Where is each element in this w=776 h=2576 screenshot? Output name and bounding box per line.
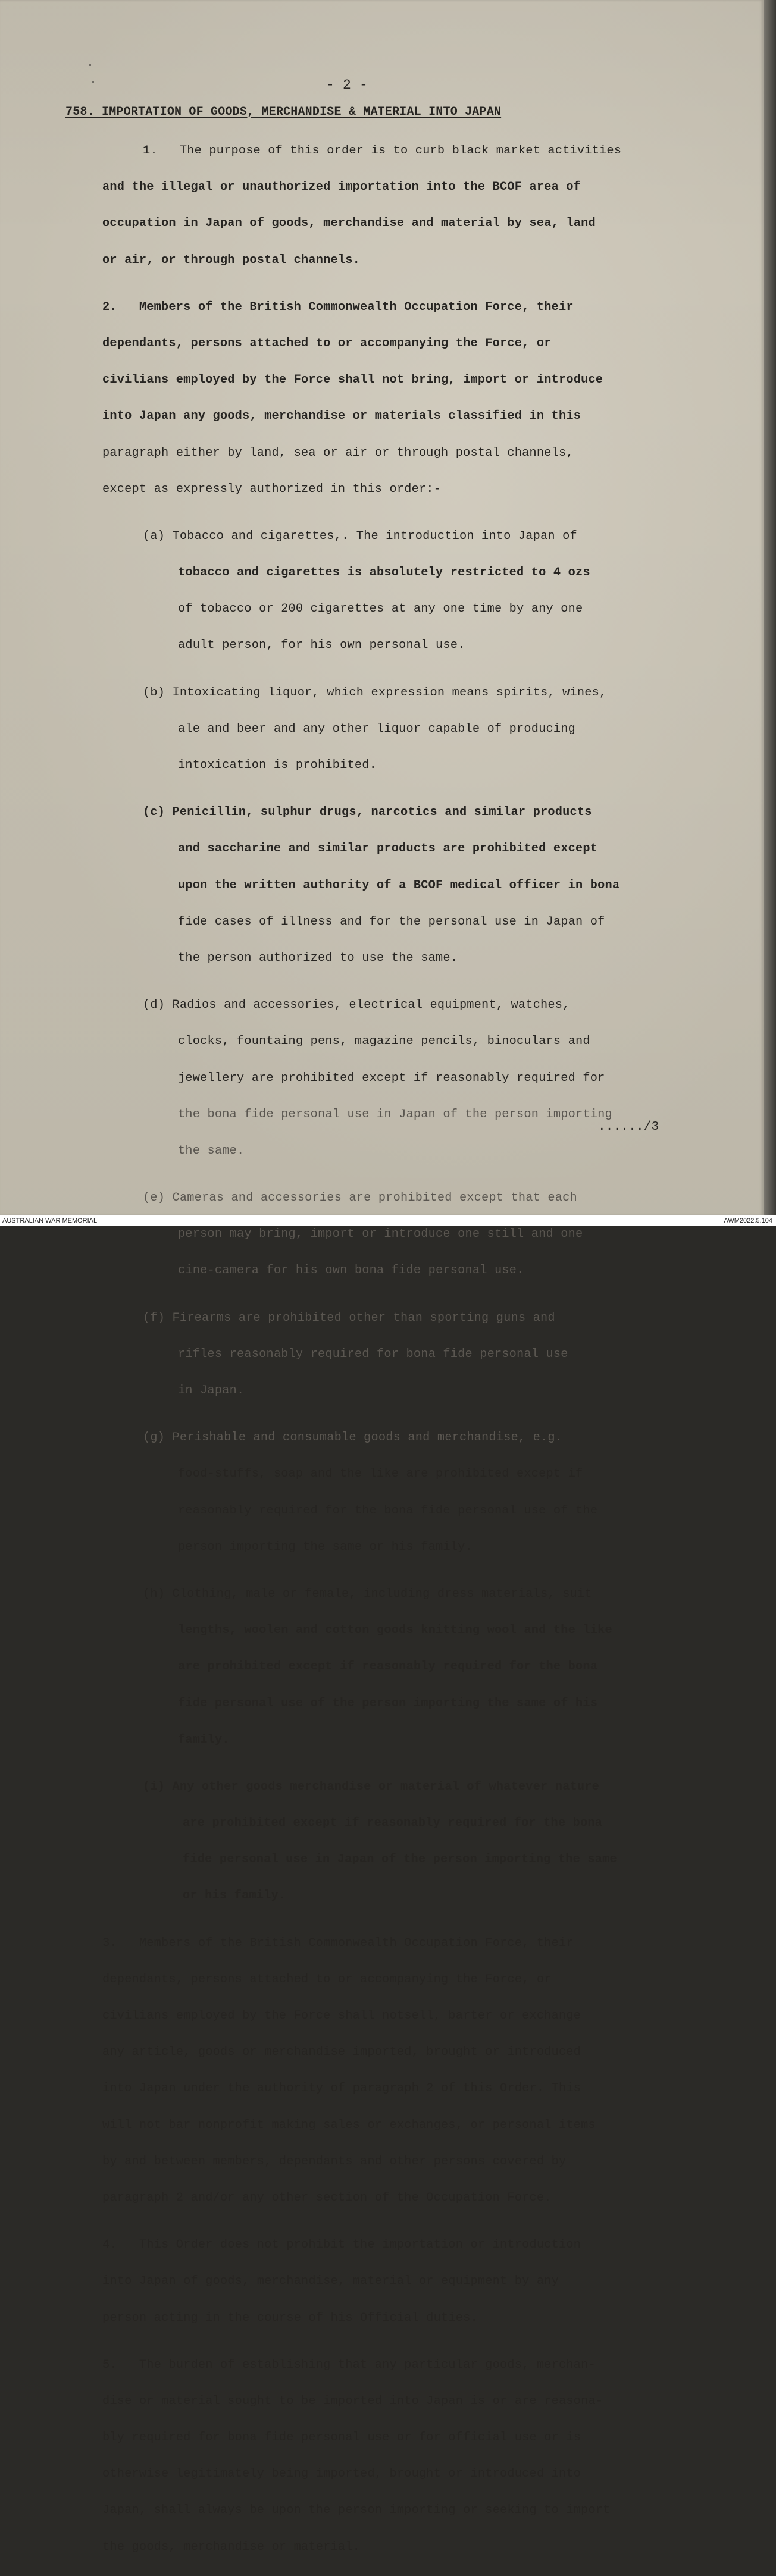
text-line: of tobacco or 200 cigarettes at any one time by any one: [178, 602, 583, 616]
text-line: into Japan of goods, merchandise, material or equipment by any: [102, 2274, 559, 2289]
text-line: cine-camera for his own bona fide personal use.: [178, 1264, 524, 1278]
text-line: person importing the same or his family.: [178, 1540, 473, 1554]
text-line: or his family.: [183, 1889, 286, 1903]
text-line: paragraph 2 and/or any other section of the Occupation Force.: [102, 2190, 552, 2205]
text-line: the bona fide personal use in Japan of the person importing: [178, 1107, 612, 1121]
continuation-reference: ....../3: [598, 1120, 659, 1134]
text-line: paragraph either by land, sea or air or through postal channels,: [102, 446, 574, 460]
text-line: ale and beer and any other liquor capable of producing: [178, 722, 576, 736]
text-line: adult person, for his own personal use.: [178, 638, 465, 653]
text-line: rifles reasonably required for bona fide personal use: [178, 1347, 568, 1361]
document-body: [102, 122, 733, 2576]
text-line: lengths, woolen and cotton goods knitting wool and the like: [178, 1624, 612, 1638]
text-line: or air, or through postal channels.: [102, 253, 360, 267]
text-line: upon the written authority of a BCOF medical officer in bona: [178, 878, 620, 892]
text-line: any article, goods or merchandise imported, brought or introduced: [102, 2045, 581, 2060]
text-line: jewellery are prohibited except if reasonably required for: [178, 1071, 605, 1085]
text-line: (i) Any other goods merchandise or material of whatever nature: [143, 1779, 599, 1794]
text-line: and the illegal or unauthorized importation into the BCOF area of: [102, 180, 581, 195]
text-line: by and between members, dependants and other persons covered by: [102, 2154, 567, 2168]
text-line: dise or material sought to be imported into Japan is or are reasona-: [102, 2394, 603, 2408]
text-line: 2. Members of the British Commonwealth Occupation Force, their: [102, 300, 574, 314]
paper-speck: [92, 81, 94, 83]
text-line: the person authorized to use the same.: [178, 951, 458, 965]
text-line: clocks, fountaing pens, magazine pencils, binoculars and: [178, 1035, 590, 1049]
text-line: dependants, persons attached to or accompanying the Force, or: [102, 1972, 552, 1986]
text-line: and saccharine and similar products are prohibited except: [178, 842, 598, 856]
text-line: (g) Perishable and consumable goods and merchandise, e.g.: [143, 1431, 563, 1445]
text-line: are prohibited except if reasonably required for the bona: [178, 1660, 598, 1674]
text-line: 4. This Order does not prohibit the importation or introduction: [102, 2238, 581, 2252]
text-line: into Japan under the authority of paragraph 2 of this Order. This: [102, 2082, 581, 2096]
page-number: - 2 -: [326, 77, 368, 93]
text-line: civilians employed by the Force shall not bring, import or introduce: [102, 373, 603, 387]
text-line: civilians employed by the Force shall notsell, barter or exchange: [102, 2009, 581, 2023]
text-line: (e) Cameras and accessories are prohibited except that each: [143, 1191, 577, 1205]
text-line: family.: [178, 1732, 230, 1747]
text-line: the goods, merchandise or material.: [102, 2540, 360, 2554]
footer-accession-number: AWM2022.5.104: [724, 1217, 772, 1224]
text-line: the same.: [178, 1143, 245, 1158]
text-line: 1. The purpose of this order is to curb black market activities: [143, 144, 622, 158]
text-line: occupation in Japan of goods, merchandise and material by sea, land: [102, 217, 596, 231]
text-line: (h) Clothing, male or female, including dress materials, suit: [143, 1587, 592, 1601]
text-line: will not bar nonprofit making sales or exchanges, or personal items: [102, 2118, 596, 2132]
text-line: are prohibited except if reasonably required for the bona: [183, 1816, 603, 1831]
text-line: (d) Radios and accessories, electrical equipment, watches,: [143, 998, 570, 1013]
text-line: fide cases of illness and for the personal use in Japan of: [178, 914, 605, 929]
text-line: 5. The burden of establishing that any particular goods, merchan-: [102, 2358, 596, 2372]
section-heading: 758. IMPORTATION OF GOODS, MERCHANDISE & MATERIAL INTO JAPAN: [65, 105, 502, 119]
text-line: reasonably required for the bona fide personal use of the: [178, 1503, 598, 1518]
archive-footer: [0, 1215, 776, 1226]
text-line: fide personal use in Japan of the person importing the same: [183, 1853, 617, 1867]
footer-institution: AUSTRALIAN WAR MEMORIAL: [2, 1217, 98, 1224]
text-line: (f) Firearms are prohibited other than sporting guns and: [143, 1311, 555, 1325]
text-line: in Japan.: [178, 1384, 245, 1397]
text-line: except as expressly authorized in this order:-: [102, 482, 442, 496]
text-line: into Japan any goods, merchandise or materials classified in this: [102, 409, 581, 424]
text-line: (b) Intoxicating liquor, which expression means spirits, wines,: [143, 685, 607, 700]
page-edge-shadow: [764, 0, 776, 1215]
text-line: intoxication is prohibited.: [178, 759, 377, 772]
text-line: bly required for bona fide personal use or for official use or is: [102, 2431, 581, 2445]
text-line: (a) Tobacco and cigarettes,. The introduction into Japan of: [143, 529, 577, 543]
text-line: Japan, shall always be upon the person importing or seeking to import: [102, 2503, 611, 2518]
text-line: food-stuffs, soap and the like are prohibited except if: [178, 1467, 583, 1481]
text-line: person acting in the course of his Official duties.: [102, 2311, 478, 2325]
paper-speck: [89, 64, 91, 66]
text-line: (c) Penicillin, sulphur drugs, narcotics and similar products: [143, 806, 592, 820]
text-line: otherwise legitimately being imported, brought or introduced into: [102, 2467, 581, 2481]
text-line: person may bring, import or introduce one still and one: [178, 1227, 583, 1242]
text-line: fide personal use of the person importing the same of his: [178, 1696, 598, 1710]
text-line: 3. Members of the British Commonwealth Occupation Force, their: [102, 1936, 574, 1950]
text-line: tobacco and cigarettes is absolutely restricted to 4 ozs: [178, 566, 590, 580]
text-line: dependants, persons attached to or accompanying the Force, or: [102, 336, 552, 350]
